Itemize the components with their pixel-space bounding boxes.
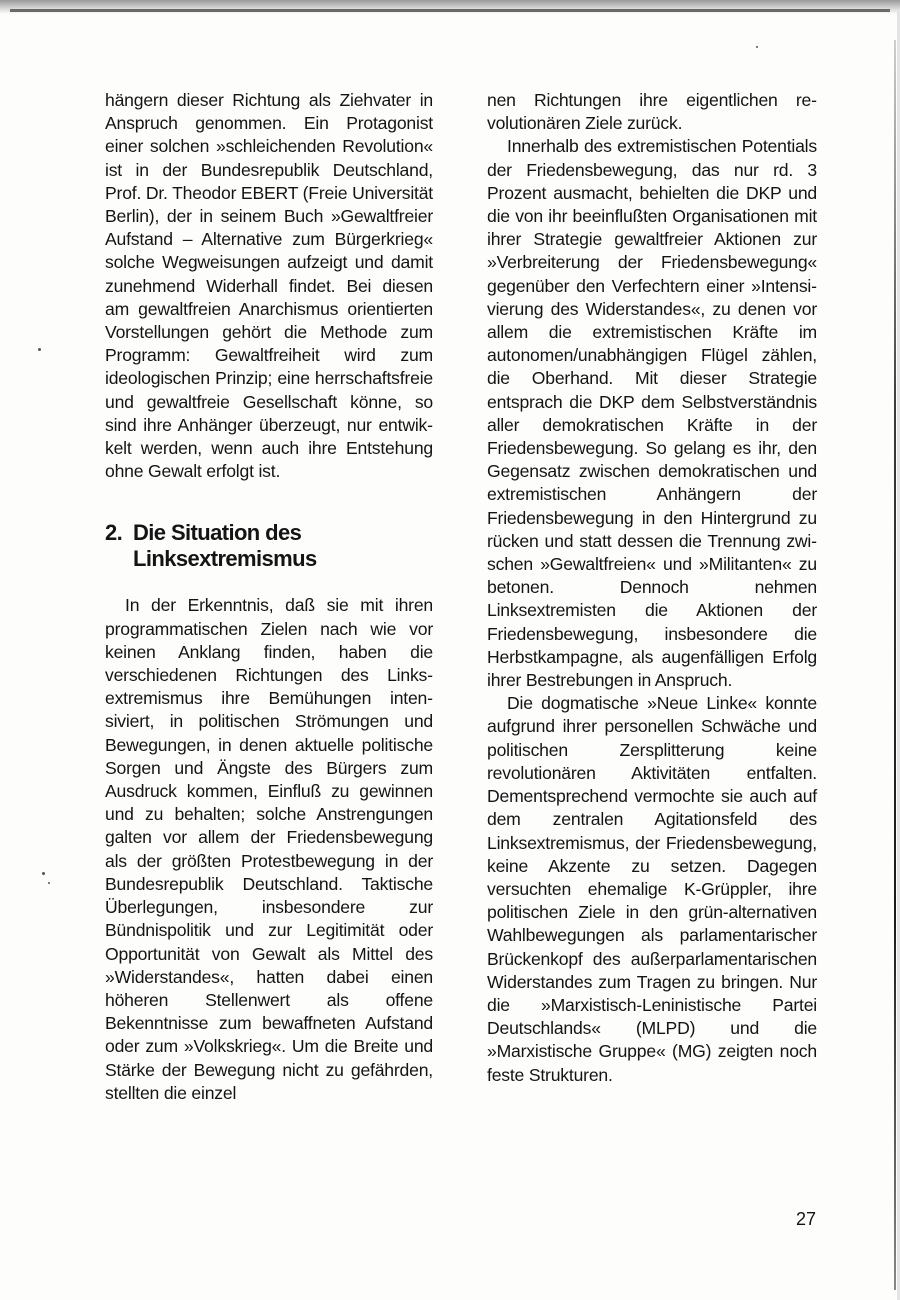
- paragraph: Innerhalb des extremistischen Potentials der Friedensbewegung, das nur rd. 3 Prozent ausmacht, behielten die DKP und die von ihr beeinflußten Organisationen mit ihrer Strategie gewaltfreier Aktionen zur »Verbreiterung der Friedensbewegung« gegenüber den Verfechtern einer »Intensivierung des Widerstandes«, zu denen vor allem die extremistischen Kräfte im autonomen/unabhängigen Flügel zählen, die Oberhand. Mit dieser Strategie entsprach die DKP dem Selbstverständnis aller demokratischen Kräfte in der Friedensbewegung. So gelang es ihr, den Gegensatz zwischen demokratischen und extremistischen Anhängern der Friedensbewegung in den Hintergrund zu rücken und statt dessen die Trennung zwischen »Gewaltfreien« und »Militanten« zu betonen. Dennoch nehmen Linksextremisten die Aktionen der Friedensbewegung, insbesondere die Herbstkampagne, als augenfälligen Erfolg ihrer Bestrebungen in Anspruch.: [487, 136, 817, 691]
- paragraph: nen Richtungen ihre eigentlichen revolutionären Ziele zurück.: [487, 90, 817, 134]
- paragraph: In der Erkenntnis, daß sie mit ihren programmatischen Zielen nach wie vor keinen Anklang finden, haben die verschiedenen Richtungen des Linksextremismus ihre Bemühungen intensiviert, in politischen Strömungen und Bewegungen, in denen aktuelle politische Sorgen und Ängste des Bürgers zum Ausdruck kommen, Einfluß zu gewinnen und zu behalten; solche Anstrengungen galten vor allem der Friedensbewegung als der größten Protestbewegung in der Bundesrepublik Deutschland. Taktische Überlegungen, insbesondere zur Bündnispolitik und zur Legitimität oder Opportunität von Gewalt als Mittel des »Widerstandes«, hatten dabei einen höheren Stellenwert als offene Bekenntnisse zum bewaffneten Aufstand oder zum »Volkskrieg«. Um die Breite und Stärke der Bewegung nicht zu gefährden, stellten die einzel: [105, 595, 433, 1103]
- scan-edge-right: [894, 40, 896, 1290]
- right-column: [487, 89, 817, 1087]
- scan-speck: [48, 882, 50, 884]
- section-number: 2.: [105, 520, 123, 546]
- scan-speck: [42, 872, 45, 875]
- left-column: [105, 89, 433, 1105]
- section-title-line-2: Linksextremismus: [133, 546, 317, 572]
- scan-speck: [756, 46, 758, 48]
- section-heading: [105, 520, 433, 572]
- page-number: 27: [796, 1209, 817, 1229]
- paragraph: hängern dieser Richtung als Ziehvater in Anspruch genommen. Ein Protagonist einer solchen »schleichenden Revolution« ist in der Bundesrepublik Deutschland, Prof. Dr. Theodor EBERT (Freie Universität Berlin), der in seinem Buch »Gewaltfreier Aufstand – Alternative zum Bürgerkrieg« solche Wegweisungen aufzeigt und damit zunehmend Widerhall findet. Bei diesen am gewaltfreien Anarchismus orientierten Vorstellungen gehört die Methode zum Programm: Gewaltfreiheit wird zum ideologischen Prinzip; eine herrschaftsfreie und gewaltfreie Gesellschaft könne, so sind ihre Anhänger überzeugt, nur entwikkelt werden, wenn auch ihre Entstehung ohne Gewalt erfolgt ist.: [105, 90, 433, 482]
- paragraph: Die dogmatische »Neue Linke« konnte aufgrund ihrer personellen Schwäche und politischen Zersplitterung keine revolutionären Aktivitäten entfalten. Dementsprechend vermochte sie auch auf dem zentralen Agitationsfeld des Linksextremismus, der Friedensbewegung, keine Akzente zu setzen. Dagegen versuchten ehemalige K-Grüppler, ihre politischen Ziele in den grün-alternativen Wahlbewegungen als parlamentarischer Brückenkopf des außerparlamentarischen Widerstandes zum Tragen zu bringen. Nur die »Marxistisch-Leninistische Partei Deutschlands« (MLPD) und die »Marxistische Gruppe« (MG) zeigten noch feste Strukturen.: [487, 693, 817, 1085]
- section-title-line-1: Die Situation des: [133, 520, 302, 546]
- scan-edge-top: [10, 9, 890, 12]
- scan-speck: [38, 348, 41, 351]
